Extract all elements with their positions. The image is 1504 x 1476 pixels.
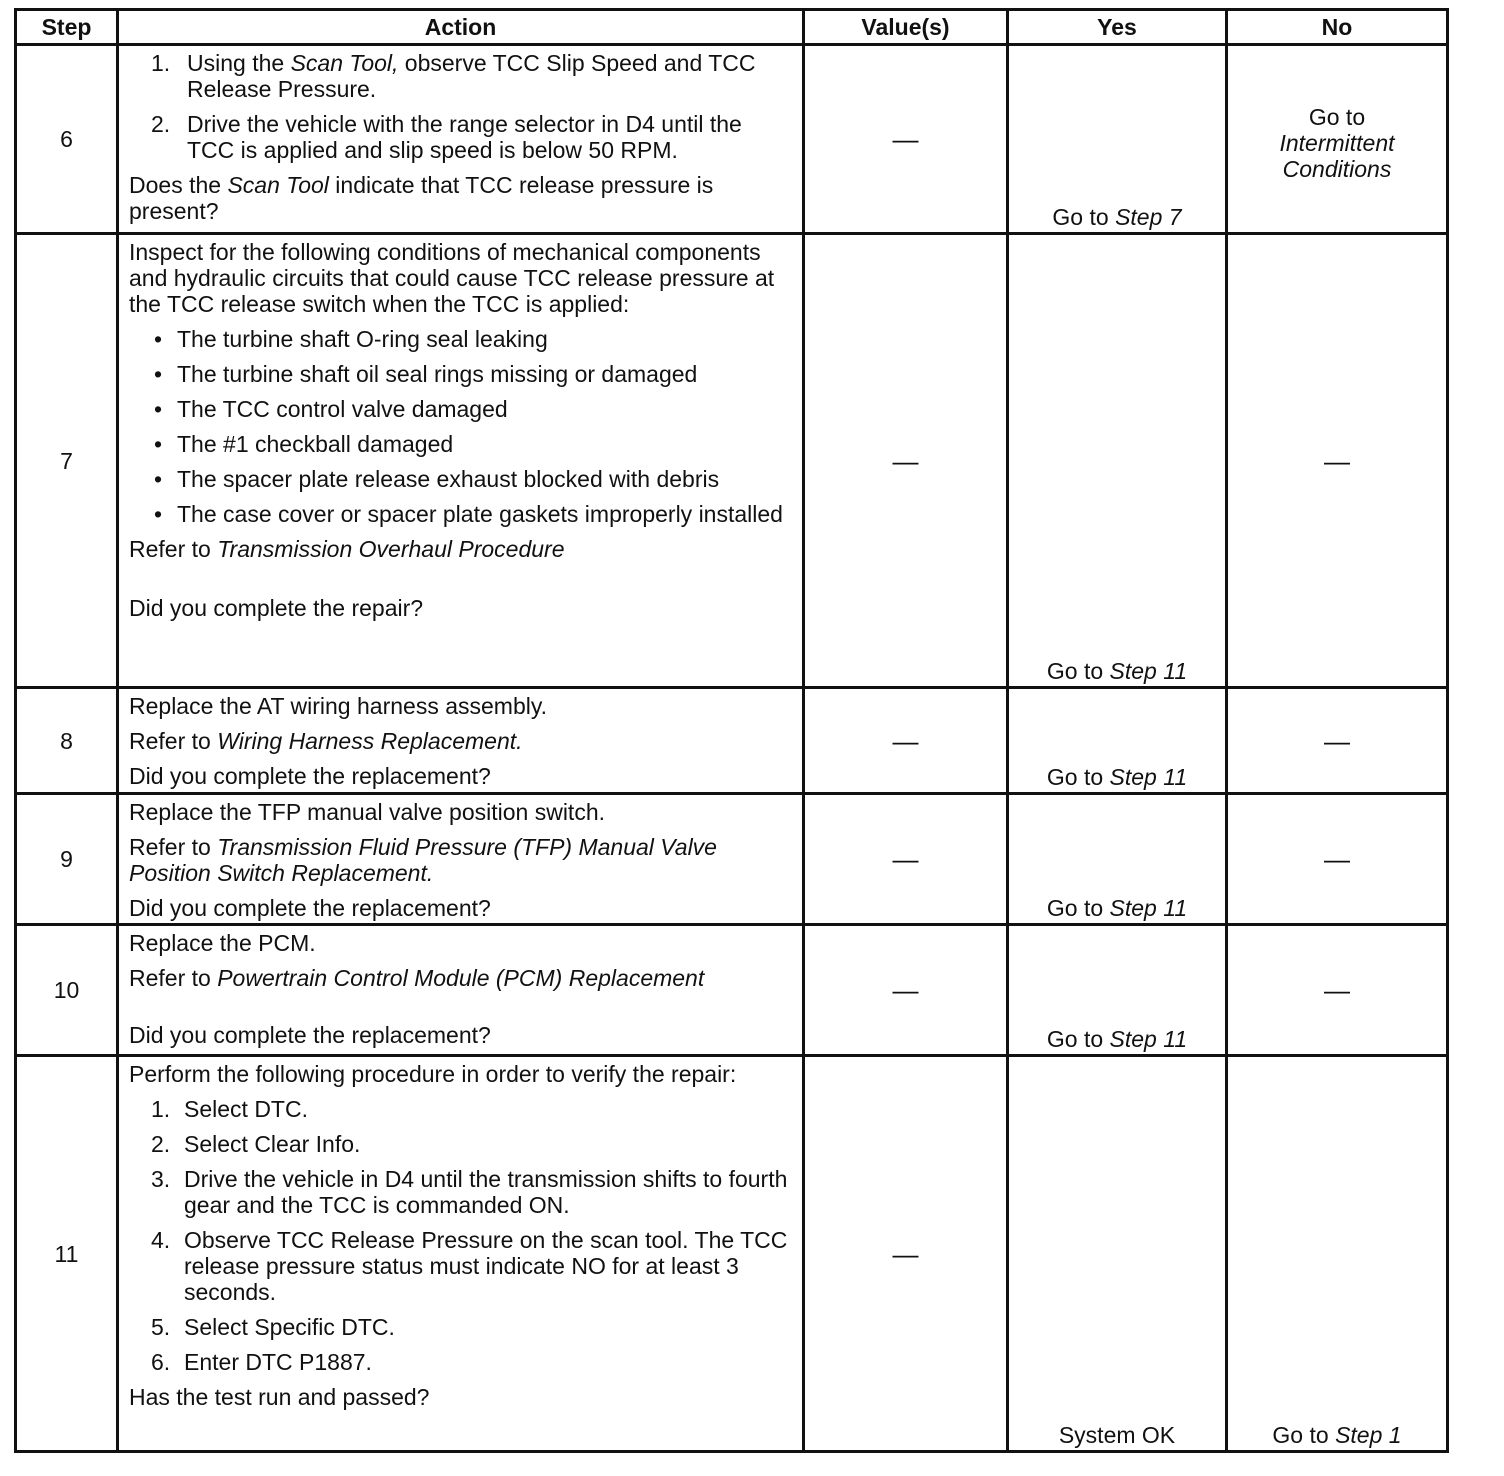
list-item: 3. Drive the vehicle in D4 until the transmission shifts to fourth gear and the TCC is commanded ON. bbox=[151, 1166, 788, 1218]
no-dash: — bbox=[1227, 688, 1448, 794]
list-item: 2. Drive the vehicle with the range selector in D4 until the TCC is applied and slip speed is below 50 RPM. bbox=[151, 111, 742, 163]
refer-text: Refer to Wiring Harness Replacement. bbox=[129, 728, 523, 754]
action-cell bbox=[118, 794, 804, 925]
step-number: 8 bbox=[16, 688, 118, 794]
no-cell bbox=[1227, 45, 1448, 234]
list-item: 4. Observe TCC Release Pressure on the scan tool. The TCC release pressure status must indicate NO for at least 3 seconds. bbox=[151, 1227, 788, 1305]
yes-cell bbox=[1008, 45, 1227, 234]
step-number: 10 bbox=[16, 925, 118, 1056]
value-dash: — bbox=[804, 794, 1008, 925]
list-item: 1. Select DTC. bbox=[151, 1096, 308, 1122]
yes-link[interactable]: Go to Step 11 bbox=[1046, 658, 1188, 684]
list-item: 5. Select Specific DTC. bbox=[151, 1314, 395, 1340]
question-text: Did you complete the replacement? bbox=[129, 763, 491, 789]
header-no: No bbox=[1227, 10, 1448, 45]
value-dash: — bbox=[804, 234, 1008, 688]
value-dash: — bbox=[804, 925, 1008, 1056]
action-cell bbox=[118, 688, 804, 794]
list-item: • The turbine shaft oil seal rings missing or damaged bbox=[154, 361, 698, 387]
action-cell bbox=[118, 925, 804, 1056]
list-item: 1. Using the Scan Tool, observe TCC Slip Speed and TCC Release Pressure. bbox=[151, 50, 756, 102]
table-row-step-6 bbox=[16, 45, 1448, 234]
yes-cell bbox=[1008, 925, 1227, 1056]
list-item: 6. Enter DTC P1887. bbox=[151, 1349, 372, 1375]
header-values: Value(s) bbox=[804, 10, 1008, 45]
yes-link[interactable]: Go to Step 11 bbox=[1046, 1026, 1188, 1052]
question-text: Did you complete the replacement? bbox=[129, 895, 491, 921]
table-row-step-11 bbox=[16, 1056, 1448, 1452]
value-dash: — bbox=[804, 688, 1008, 794]
question-text: Has the test run and passed? bbox=[129, 1384, 430, 1410]
yes-link[interactable]: Go to Step 11 bbox=[1046, 764, 1188, 790]
refer-link[interactable]: Powertrain Control Module (PCM) Replacement bbox=[217, 965, 705, 991]
step-number: 6 bbox=[16, 45, 118, 234]
yes-link[interactable]: System OK bbox=[1058, 1422, 1176, 1448]
step-number: 11 bbox=[16, 1056, 118, 1452]
no-dash: — bbox=[1227, 794, 1448, 925]
action-cell bbox=[118, 1056, 804, 1452]
header-action: Action bbox=[118, 10, 804, 45]
value-dash: — bbox=[804, 45, 1008, 234]
no-dash: — bbox=[1227, 925, 1448, 1056]
refer-text: Refer to Transmission Overhaul Procedure bbox=[129, 536, 565, 562]
refer-link[interactable]: Transmission Overhaul Procedure bbox=[217, 536, 565, 562]
list-item: • The spacer plate release exhaust blocked with debris bbox=[154, 466, 720, 492]
diagnostic-table bbox=[14, 8, 1449, 1453]
intro-text: Perform the following procedure in order to verify the repair: bbox=[129, 1061, 737, 1087]
list-item: • The #1 checkball damaged bbox=[154, 431, 454, 457]
yes-cell bbox=[1008, 794, 1227, 925]
step-number: 7 bbox=[16, 234, 118, 688]
question-text: Did you complete the replacement? bbox=[129, 1022, 491, 1048]
yes-cell bbox=[1008, 1056, 1227, 1452]
value-dash: — bbox=[804, 1056, 1008, 1452]
yes-cell bbox=[1008, 688, 1227, 794]
action-text: Replace the PCM. bbox=[129, 930, 316, 956]
intro-text: Inspect for the following conditions of mechanical components and hydraulic circuits that could cause TCC release pressure at the TCC release switch when the TCC is applied: bbox=[129, 239, 775, 317]
yes-cell bbox=[1008, 234, 1227, 688]
question-text: Did you complete the repair? bbox=[129, 595, 424, 621]
refer-link[interactable]: Wiring Harness Replacement. bbox=[217, 728, 523, 754]
header-yes: Yes bbox=[1008, 10, 1227, 45]
yes-link[interactable]: Go to Step 11 bbox=[1046, 895, 1188, 921]
action-text: Replace the TFP manual valve position switch. bbox=[129, 799, 606, 825]
step-number: 9 bbox=[16, 794, 118, 925]
table-row-step-7 bbox=[16, 234, 1448, 688]
action-cell bbox=[118, 234, 804, 688]
action-text: Replace the AT wiring harness assembly. bbox=[129, 693, 548, 719]
table-row-step-9 bbox=[16, 794, 1448, 925]
yes-link[interactable]: Go to Step 7 bbox=[1052, 204, 1182, 230]
no-link[interactable]: Go to Step 1 bbox=[1272, 1422, 1402, 1448]
header-row bbox=[16, 10, 1448, 45]
refer-text: Refer to Powertrain Control Module (PCM) Replacement bbox=[129, 965, 705, 991]
refer-link[interactable]: Transmission Fluid Pressure (TFP) Manual Valve Position Switch Replacement. bbox=[129, 834, 717, 886]
no-cell bbox=[1227, 1056, 1448, 1452]
question-text: Does the Scan Tool indicate that TCC release pressure is present? bbox=[129, 172, 714, 224]
table-row-step-8 bbox=[16, 688, 1448, 794]
list-item: • The turbine shaft O-ring seal leaking bbox=[154, 326, 548, 352]
list-item: 2. Select Clear Info. bbox=[151, 1131, 361, 1157]
action-cell bbox=[118, 45, 804, 234]
table-row-step-10 bbox=[16, 925, 1448, 1056]
refer-text: Refer to Transmission Fluid Pressure (TFP) Manual Valve Position Switch Replacement. bbox=[129, 834, 717, 886]
list-item: • The case cover or spacer plate gaskets improperly installed bbox=[154, 501, 783, 527]
no-link[interactable]: Go to Intermittent Conditions bbox=[1279, 103, 1395, 182]
list-item: • The TCC control valve damaged bbox=[154, 396, 508, 422]
no-dash: — bbox=[1227, 234, 1448, 688]
header-step: Step bbox=[16, 10, 118, 45]
